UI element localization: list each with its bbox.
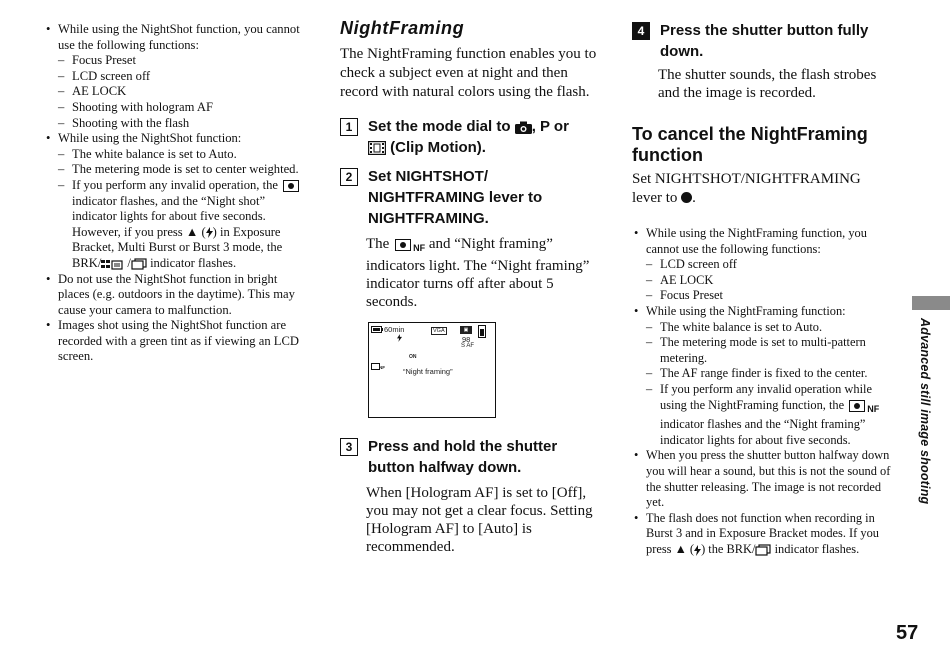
quality-icon: ▣	[460, 326, 472, 334]
flash-icon	[397, 334, 402, 342]
clip-motion-icon	[368, 141, 386, 155]
nightframing-icon	[395, 239, 411, 251]
step-1: 1 Set the mode dial to , P or (Clip Motion).	[340, 116, 602, 158]
chapter-tab	[912, 296, 950, 310]
nightframing-notes-list	[632, 226, 894, 557]
flash-icon	[206, 227, 213, 238]
list-item: – The metering mode is set to center weighted.	[58, 162, 306, 178]
chapter-label: Advanced still image shooting	[918, 318, 932, 505]
section-title: NightFraming	[340, 18, 465, 38]
step-body: The shutter sounds, the flash strobes and the image is recorded.	[658, 67, 877, 101]
step-3: 3 Press and hold the shutter button halfway down. When [Hologram AF] is set to [Off], you may not get a clear focus. Setting [Hologram AF] to [Auto] is recommended.	[340, 436, 602, 556]
battery-icon	[371, 326, 383, 333]
list-item: – AE LOCK	[58, 84, 306, 100]
step-body: The $_{NF}$ and “Night framing” indicators light. The “Night framing” indicator turns off after about 5 seconds.	[366, 236, 590, 310]
step-number: 1	[340, 118, 358, 136]
list-item: – The AF range finder is fixed to the center.	[646, 366, 894, 382]
cancel-column	[632, 20, 894, 557]
list-item: • When you press the shutter button halfway down you will hear a sound, but this is not the sound of the shutter releasing. The image is not recorded yet.	[632, 448, 894, 510]
list-item: – LCD screen off	[646, 257, 894, 273]
step-4: 4 Press the shutter button fully down. The shutter sounds, the flash strobes and the image is recorded.	[632, 20, 894, 102]
list-item: • While using the NightFraming function, you cannot use the following functions: – LCD screen off – AE LOCK – Focus Preset	[632, 226, 894, 304]
camera-icon	[515, 121, 532, 134]
nightshot-icon	[283, 180, 299, 192]
nightframing-column	[340, 18, 602, 311]
intro-text: The NightFraming function enables you to check a subject even at night and then record with natural colors using the flash.	[340, 46, 597, 100]
burst-icon	[131, 258, 147, 270]
list-item: – AE LOCK	[646, 273, 894, 289]
list-item: – Shooting with the flash	[58, 116, 306, 132]
hologram-af-indicator: ON	[409, 354, 417, 360]
page-number: 57	[896, 622, 919, 644]
step-body: When [Hologram AF] is set to [Off], you may not get a clear focus. Setting [Hologram AF] to [Auto] is recommended.	[366, 485, 593, 555]
af-mode: S AF	[461, 343, 475, 349]
list-item: – The white balance is set to Auto.	[58, 147, 306, 163]
cancel-section	[632, 124, 894, 208]
nf-label: NF	[379, 365, 385, 370]
battery-remaining: 60min	[384, 325, 405, 334]
list-item: – Focus Preset	[58, 53, 306, 69]
sub-list	[646, 257, 894, 304]
list-item: – If you perform any invalid operation, the indicator flashes, and the “Night shot” indicator lights for about five seconds. However, if you press ▲ ( ) in Exposure Bracket, Multi Burst or Burst 3 mode, the BRK/ / indicator flashes.	[58, 178, 306, 272]
list-item: • Images shot using the NightShot function are recorded with a green tint as if viewing an LCD screen.	[44, 318, 306, 365]
sub-list	[58, 147, 306, 272]
list-item: – The metering mode is set to multi-pattern metering.	[646, 335, 894, 366]
list-item: • Do not use the NightShot function in bright places (e.g. outdoors in the daytime). This may cause your camera to malfunction.	[44, 272, 306, 319]
shot-count: 98	[462, 335, 471, 344]
sub-list	[58, 53, 306, 131]
step-number: 2	[340, 168, 358, 186]
list-item: • The flash does not function when recording in Burst 3 and in Exposure Bracket modes. If you press ▲ ( ) the BRK/ indicator flashes.	[632, 511, 894, 558]
cancel-title: To cancel the NightFraming function	[632, 124, 868, 165]
lcd-screen-illustration	[368, 322, 496, 418]
step-number: 3	[340, 438, 358, 456]
step-2: 2 Set NIGHTSHOT/ NIGHTFRAMING lever to NIGHTFRAMING. The $_{NF}$ and “Night framing” indicators light. The “Night framing” indicator turns off after about 5 seconds.	[340, 166, 602, 311]
list-item: – Focus Preset	[646, 288, 894, 304]
nightshot-notes-column	[44, 22, 306, 365]
list-item: • While using the NightShot function: – The white balance is set to Auto. – The metering mode is set to center weighted. – If you perform any invalid operation, the indicator flashes, and the “Night shot” indicator lights for about five seconds. However, if you press ▲ ( ) in Exposure Bracket, Multi Burst or Burst 3 mode, the BRK/ / indicator flashes.	[44, 131, 306, 271]
burst-icon	[755, 544, 771, 556]
record-dot-icon	[681, 192, 692, 203]
flash-icon	[694, 545, 701, 556]
nightframing-icon	[849, 400, 865, 412]
card-icon	[478, 325, 486, 338]
list-item: – Shooting with hologram AF	[58, 100, 306, 116]
multi-burst-icon	[101, 259, 127, 270]
step-number: 4	[632, 22, 650, 40]
night-framing-label: “Night framing”	[403, 367, 453, 376]
nightshot-notes-list	[44, 22, 306, 365]
image-size: VGA	[433, 328, 445, 334]
list-item: – If you perform any invalid operation while using the NightFraming function, the $_{NF}$ indicator flashes and the “Night framing” indicator lights for about five seconds.	[646, 382, 894, 448]
list-item: – The white balance is set to Auto.	[646, 320, 894, 336]
cancel-body: Set NIGHTSHOT/NIGHTFRAMING lever to .	[632, 171, 861, 206]
list-item: – LCD screen off	[58, 69, 306, 85]
list-item: • While using the NightShot function, you cannot use the following functions: – Focus Preset – LCD screen off – AE LOCK – Shooting with hologram AF – Shooting with the flash	[44, 22, 306, 131]
list-item: • While using the NightFraming function: – The white balance is set to Auto. – The metering mode is set to multi-pattern metering. – The AF range finder is fixed to the center. – If you perform any invalid operation while using the NightFraming function, the $_{NF}$ indicator flashes and the “Night framing” indicator lights for about five seconds.	[632, 304, 894, 448]
sub-list	[646, 320, 894, 449]
